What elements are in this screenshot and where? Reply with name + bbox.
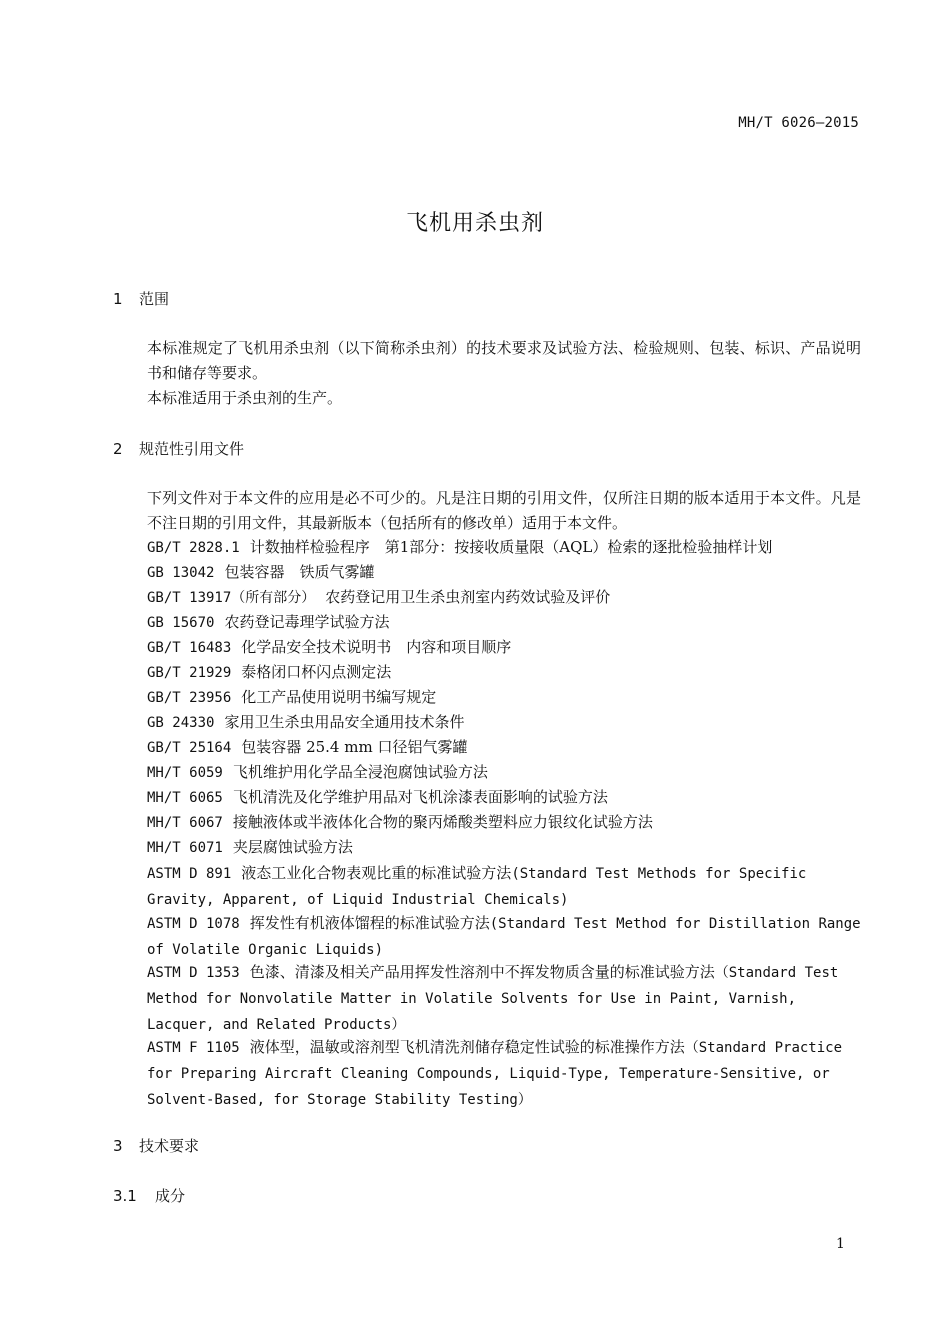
reference-item bbox=[147, 536, 772, 557]
reference-item-astm bbox=[113, 960, 861, 1038]
reference-body bbox=[113, 911, 861, 963]
section-1-heading bbox=[113, 288, 169, 309]
section-title: 成分 bbox=[155, 1187, 186, 1205]
paragraph-text: 下列文件对于本文件的应用是必不可少的。凡是注日期的引用文件，仅所注日期的版本适用于本文件。凡是不注日期的引用文件，其最新版本（包括所有的修改单）适用于本文件。 bbox=[147, 489, 861, 532]
reference-title: 泰格闭口杯闪点测定法 bbox=[241, 663, 392, 681]
section-2-heading bbox=[113, 438, 244, 459]
reference-item bbox=[147, 561, 374, 582]
reference-title: 飞机维护用化学品全浸泡腐蚀试验方法 bbox=[232, 763, 488, 781]
section-number: 2 bbox=[113, 440, 123, 458]
reference-code: GB/T 2828.1 bbox=[147, 540, 240, 556]
reference-title-cn: 液态工业化合物表观比重的标准试验方法 bbox=[241, 864, 512, 882]
reference-code: GB 24330 bbox=[147, 715, 215, 731]
reference-code: MH/T 6059 bbox=[147, 765, 223, 781]
reference-title: 接触液体或半液体化合物的聚丙烯酸类塑料应力银纹化试验方法 bbox=[232, 813, 653, 831]
reference-item bbox=[147, 686, 436, 707]
section-title: 范围 bbox=[139, 290, 170, 308]
reference-title: 夹层腐蚀试验方法 bbox=[232, 838, 353, 856]
section-2-intro bbox=[113, 486, 861, 536]
reference-item bbox=[147, 661, 391, 682]
reference-code: MH/T 6071 bbox=[147, 840, 223, 856]
reference-code: GB/T 21929 bbox=[147, 665, 232, 681]
reference-code: MH/T 6065 bbox=[147, 790, 223, 806]
reference-code: GB/T 23956 bbox=[147, 690, 232, 706]
reference-item bbox=[147, 586, 610, 607]
reference-title-cn: 挥发性有机液体馏程的标准试验方法 bbox=[249, 914, 490, 932]
reference-item bbox=[147, 736, 467, 757]
reference-item bbox=[147, 811, 653, 832]
reference-title-en: （Standard Practice for Preparing Aircraft Cleaning Compounds, Liquid-Type, Temperature-Sensitive, or Solvent-Based, for Storage Stability Testing） bbox=[147, 1040, 843, 1108]
reference-code: GB 15670 bbox=[147, 615, 215, 631]
section-1-paragraph-2 bbox=[113, 386, 861, 411]
section-number: 3.1 bbox=[113, 1187, 137, 1205]
section-3-heading bbox=[113, 1135, 199, 1156]
reference-body bbox=[113, 960, 861, 1038]
reference-title: 化工产品使用说明书编写规定 bbox=[241, 688, 437, 706]
reference-title-cn: 色漆、清漆及相关产品用挥发性溶剂中不挥发物质含量的标准试验方法 bbox=[249, 963, 715, 981]
reference-body bbox=[113, 861, 861, 913]
reference-title: 家用卫生杀虫用品安全通用技术条件 bbox=[224, 713, 465, 731]
paragraph-text: 本标准适用于杀虫剂的生产。 bbox=[147, 389, 343, 407]
reference-item bbox=[147, 636, 511, 657]
reference-code: GB/T 13917（所有部分） bbox=[147, 590, 316, 606]
section-title: 规范性引用文件 bbox=[139, 440, 245, 458]
standard-number: MH/T 6026—2015 bbox=[738, 115, 859, 131]
reference-code: GB/T 16483 bbox=[147, 640, 232, 656]
reference-title-en: (Standard Test Methods for Specific Gravity, Apparent, of Liquid Industrial Chemicals) bbox=[147, 866, 807, 908]
reference-code: ASTM D 1353 bbox=[147, 965, 240, 981]
section-number: 3 bbox=[113, 1137, 123, 1155]
reference-title: 飞机清洗及化学维护用品对飞机涂漆表面影响的试验方法 bbox=[232, 788, 608, 806]
document-title: 飞机用杀虫剂 bbox=[405, 211, 544, 236]
reference-code: ASTM F 1105 bbox=[147, 1040, 240, 1056]
reference-item-astm bbox=[113, 1035, 861, 1113]
reference-code: GB/T 25164 bbox=[147, 740, 232, 756]
reference-item bbox=[147, 761, 488, 782]
reference-code: GB 13042 bbox=[147, 565, 215, 581]
reference-title-en: （Standard Test Method for Nonvolatile Matter in Volatile Solvents for Use in Paint, Varnish, Lacquer, and Related Products） bbox=[147, 965, 839, 1033]
reference-item bbox=[147, 611, 389, 632]
reference-title-en: (Standard Test Method for Distillation Range of Volatile Organic Liquids) bbox=[147, 916, 861, 958]
section-1-paragraph-1 bbox=[113, 336, 861, 386]
reference-title: 化学品安全技术说明书 内容和项目顺序 bbox=[241, 638, 512, 656]
reference-code: MH/T 6067 bbox=[147, 815, 223, 831]
page-number: 1 bbox=[836, 1236, 845, 1252]
reference-item bbox=[147, 786, 608, 807]
reference-item bbox=[147, 836, 353, 857]
reference-item-astm bbox=[113, 861, 861, 913]
reference-item-astm bbox=[113, 911, 861, 963]
reference-code: ASTM D 1078 bbox=[147, 916, 240, 932]
reference-title: 计数抽样检验程序 第1部分：按接收质量限（AQL）检索的逐批检验抽样计划 bbox=[249, 538, 773, 556]
section-3-1-heading bbox=[113, 1185, 185, 1206]
reference-title: 农药登记用卫生杀虫剂室内药效试验及评价 bbox=[325, 588, 611, 606]
reference-body bbox=[113, 1035, 861, 1113]
reference-code: ASTM D 891 bbox=[147, 866, 232, 882]
paragraph-text: 本标准规定了飞机用杀虫剂（以下简称杀虫剂）的技术要求及试验方法、检验规则、包装、标识、产品说明书和储存等要求。 bbox=[147, 339, 861, 382]
section-title: 技术要求 bbox=[139, 1137, 200, 1155]
section-number: 1 bbox=[113, 290, 123, 308]
reference-item bbox=[147, 711, 464, 732]
reference-title-cn: 液体型，温敏或溶剂型飞机清洗剂储存稳定性试验的标准操作方法 bbox=[249, 1038, 685, 1056]
reference-title: 农药登记毒理学试验方法 bbox=[224, 613, 390, 631]
reference-title: 包装容器 25.4 mm 口径铝气雾罐 bbox=[241, 738, 468, 756]
reference-title: 包装容器 铁质气雾罐 bbox=[224, 563, 375, 581]
